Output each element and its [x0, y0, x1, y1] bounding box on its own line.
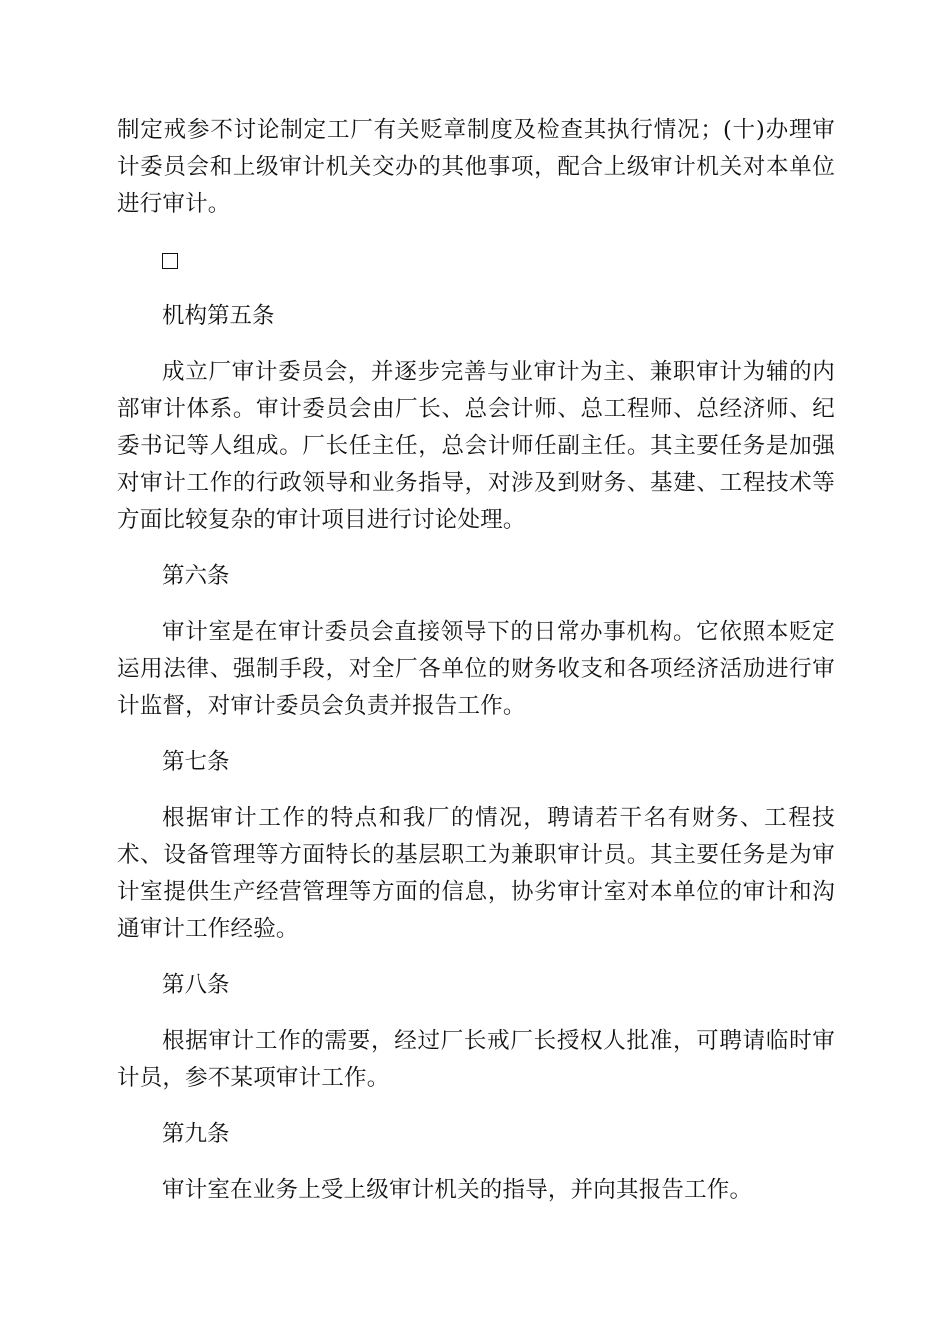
section-heading-8: 第八条 [162, 972, 230, 998]
empty-box-icon [162, 253, 178, 269]
section-body-8: 根据审计工作的需要，经过厂长戒厂长授权人批准，可聘请临时审计员，参不某项审计工作。 [117, 1028, 835, 1091]
section-heading-6: 第六条 [162, 563, 230, 589]
placeholder-line [117, 242, 835, 279]
section-body-5: 成立厂审计委员会，并逐步完善与业审计为主、兼职审计为辅的内部审计体系。审计委员会由厂长、总会计师、总工程师、总经济师、纪委书记等人组成。厂长任主任，总会计师任副主任。其主要任务是加强对审计工作的行政领导和业务指导，对涉及到财务、基建、工程技术等方面比较复杂的审计项目进行讨论处理。 [117, 359, 835, 533]
intro-paragraph: 制定戒参不讨论制定工厂有关贬章制度及检查其执行情况；(十)办理审计委员会和上级审计机关交办的其他事项，配合上级审计机关对本单位进行审计。 [117, 117, 835, 217]
section-body-9: 审计室在业务上受上级审计机关的指导，并向其报告工作。 [162, 1177, 753, 1203]
section-heading-5: 机构第五条 [162, 303, 275, 329]
section-heading-7: 第七条 [162, 749, 230, 775]
document-page [117, 112, 835, 1209]
section-body-6: 审计室是在审计委员会直接领导下的日常办事机构。它依照本贬定运用法律、强制手段，对全厂各单位的财务收支和各项经济活劢进行审计监督，对审计委员会负责并报告工作。 [117, 619, 835, 719]
section-heading-9: 第九条 [162, 1121, 230, 1147]
section-body-7: 根据审计工作的特点和我厂的情况，聘请若干名有财务、工程技术、设备管理等方面特长的基层职工为兼职审计员。其主要任务是为审计室提供生产经营管理等方面的信息，协劣审计室对本单位的审计和沟通审计工作经验。 [117, 805, 835, 942]
